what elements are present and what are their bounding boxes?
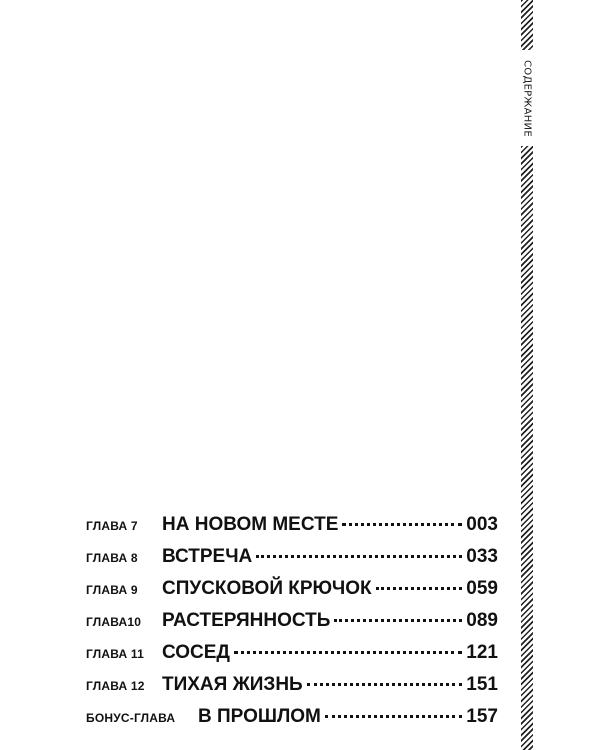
toc-dot-leader bbox=[325, 715, 462, 718]
toc-entry-chapter-9[interactable] bbox=[86, 578, 498, 610]
toc-chapter-label: ГЛАВА 7 bbox=[86, 519, 138, 533]
toc-chapter-label: ГЛАВА 9 bbox=[86, 583, 138, 597]
toc-page-number: 121 bbox=[466, 642, 498, 663]
toc-chapter-title: СПУСКОВОЙ КРЮЧОК bbox=[162, 578, 372, 599]
toc-chapter-title: ВСТРЕЧА bbox=[162, 546, 253, 567]
toc-page-number: 033 bbox=[466, 546, 498, 567]
toc-page-number: 157 bbox=[466, 706, 498, 727]
toc-page-number: 059 bbox=[466, 578, 498, 599]
page-spine bbox=[516, 0, 538, 750]
toc-dot-leader bbox=[342, 523, 462, 526]
toc-entry-bonus-chapter[interactable] bbox=[86, 706, 498, 738]
toc-dot-leader bbox=[307, 683, 463, 686]
toc-chapter-label: БОНУС-ГЛАВА bbox=[86, 711, 176, 725]
toc-dot-leader bbox=[376, 587, 463, 590]
toc-entry-chapter-7[interactable] bbox=[86, 514, 498, 546]
toc-chapter-label: ГЛАВА 8 bbox=[86, 551, 138, 565]
toc-entry-chapter-12[interactable] bbox=[86, 674, 498, 706]
toc-chapter-title: ТИХАЯ ЖИЗНЬ bbox=[162, 674, 303, 695]
toc-chapter-label: ГЛАВА10 bbox=[86, 615, 142, 629]
spine-label: СОДЕРЖАНИЕ bbox=[521, 59, 533, 137]
toc-entry-chapter-10[interactable] bbox=[86, 610, 498, 642]
toc-chapter-title: НА НОВОМ МЕСТЕ bbox=[162, 514, 339, 535]
toc-chapter-label: ГЛАВА 12 bbox=[86, 679, 145, 693]
toc-dot-leader bbox=[334, 619, 462, 622]
toc-page-number: 003 bbox=[466, 514, 498, 535]
toc-chapter-label: ГЛАВА 11 bbox=[86, 647, 144, 661]
toc-entry-chapter-11[interactable] bbox=[86, 642, 498, 674]
toc-chapter-title: РАСТЕРЯННОСТЬ bbox=[162, 610, 331, 631]
spine-hatch-bottom bbox=[521, 146, 533, 750]
toc-chapter-title: В ПРОШЛОМ bbox=[198, 706, 321, 727]
toc-dot-leader bbox=[256, 555, 462, 558]
toc-entry-chapter-8[interactable] bbox=[86, 546, 498, 578]
toc-page-number: 089 bbox=[466, 610, 498, 631]
spine-hatch-top bbox=[521, 0, 533, 50]
toc-chapter-title: СОСЕД bbox=[162, 642, 230, 663]
toc-dot-leader bbox=[234, 651, 462, 654]
toc-page-number: 151 bbox=[466, 674, 498, 695]
table-of-contents bbox=[86, 514, 498, 738]
